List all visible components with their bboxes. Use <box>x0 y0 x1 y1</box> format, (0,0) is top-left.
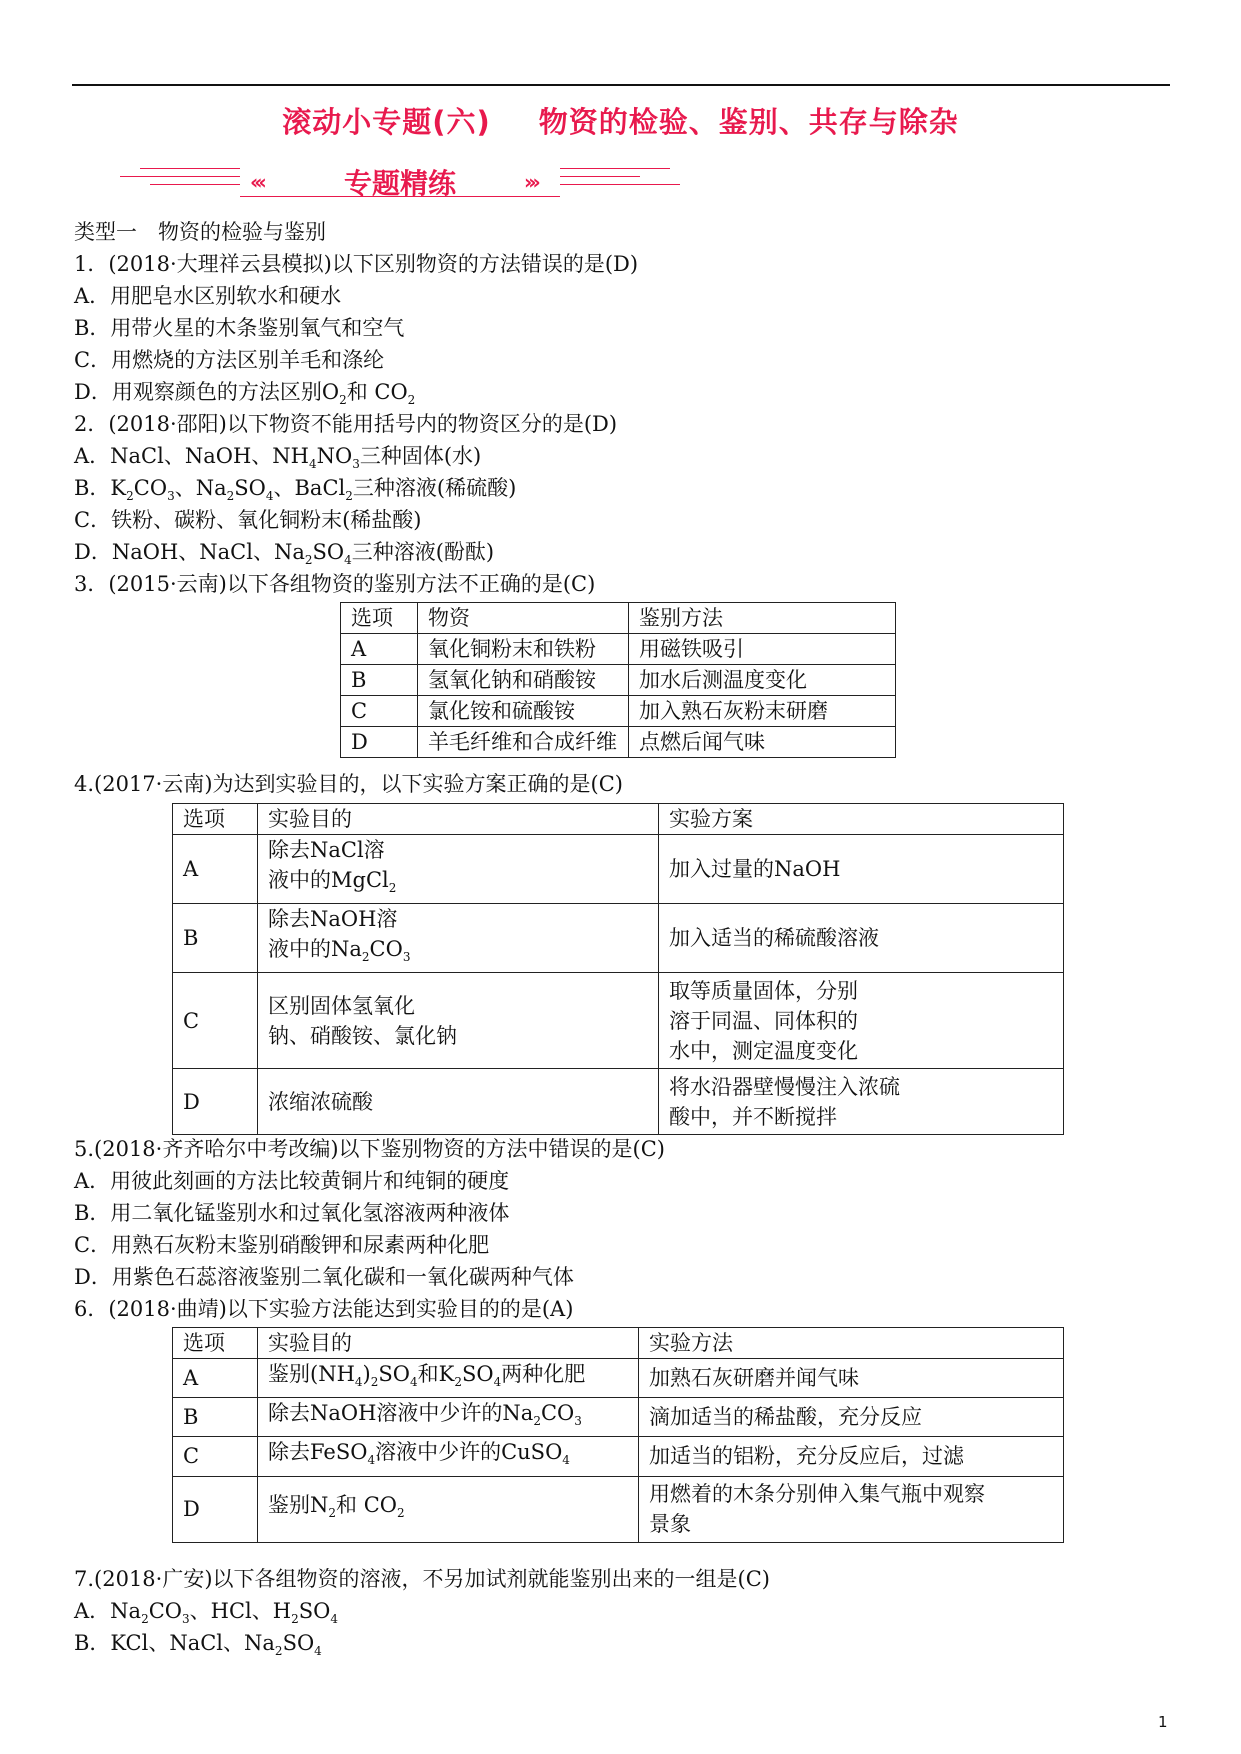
table-row: 选项 实验目的 实验方案 <box>173 804 1064 835</box>
table-row: B 氢氧化钠和硝酸铵 加水后测温度变化 <box>341 665 896 696</box>
table-row: C 区别固体氢氧化 钠、硝酸铵、氯化钠 取等质量固体，分别 溶于同温、同体积的 水中，测定温度变化 <box>173 973 1064 1069</box>
q7-stem: 7.(2018·广安)以下各组物资的溶液，不另加试剂就能鉴别出来的一组是(C) <box>74 1567 770 1591</box>
section-banner <box>120 160 680 204</box>
table-row: D 羊毛纤维和合成纤维 点燃后闻气味 <box>341 727 896 758</box>
q2-option-a: A．NaCl、NaOH、$NH_4NO_3$三种固体(水) <box>74 444 482 472</box>
table-row: D 浓缩浓硫酸 将水沿器壁慢慢注入浓硫 酸中，并不断搅拌 <box>173 1069 1064 1135</box>
top-rule <box>72 84 1170 86</box>
table-row: A 鉴别$(NH_4)_2SO_4$和$K_2SO_4$两种化肥 加熟石灰研磨并闻气味 <box>173 1359 1064 1398</box>
q1-option-d: D．用观察颜色的方法区别$O_2$和 $CO_2$ <box>74 380 416 408</box>
q1-option-c: C．用燃烧的方法区别羊毛和涤纶 <box>74 348 385 372</box>
table-row: B 除去NaOH溶液中少许的$Na_2CO_3$ 滴加适当的稀盐酸，充分反应 <box>173 1398 1064 1437</box>
q2-option-c: C．铁粉、碳粉、氧化铜粉末(稀盐酸) <box>74 508 422 532</box>
left-arrows-icon: ‹‹‹ <box>250 170 263 194</box>
page-number: 1 <box>1158 1713 1168 1731</box>
q2-option-b: B．$K_2CO_3$、$Na_2SO_4$、BaCl$_2$三种溶液(稀硫酸) <box>74 476 517 504</box>
right-arrows-icon: ››› <box>524 170 537 194</box>
title-part-1: 滚动小专题(六) <box>282 105 491 139</box>
q5-option-d: D．用紫色石蕊溶液鉴别二氧化碳和一氧化碳两种气体 <box>74 1265 574 1289</box>
q6-stem: 6．(2018·曲靖)以下实验方法能达到实验目的的是(A) <box>74 1297 574 1321</box>
q1-option-a: A．用肥皂水区别软水和硬水 <box>74 284 342 308</box>
banner-label: 专题精练 <box>343 167 456 200</box>
table-row: 选项 物资 鉴别方法 <box>341 603 896 634</box>
table-row: 选项 实验目的 实验方法 <box>173 1328 1064 1359</box>
q5-option-b: B．用二氧化锰鉴别水和过氧化氢溶液两种液体 <box>74 1201 510 1225</box>
page-title <box>0 100 1241 141</box>
q7-option-b: B．KCl、NaCl、$Na_2SO_4$ <box>74 1631 322 1659</box>
title-part-2: 物资的检验、鉴别、共存与除杂 <box>538 105 959 139</box>
table-row: A 氧化铜粉末和铁粉 用磁铁吸引 <box>341 634 896 665</box>
q2-option-d: D．NaOH、NaCl、$Na_2SO_4$三种溶液(酚酞) <box>74 540 495 568</box>
table-row: C 氯化铵和硫酸铵 加入熟石灰粉末研磨 <box>341 696 896 727</box>
section-heading: 类型一 物资的检验与鉴别 <box>74 220 326 244</box>
table-row: D 鉴别$N_2$和 $CO_2$ 用燃着的木条分别伸入集气瓶中观察 景象 <box>173 1476 1064 1542</box>
q3-stem: 3．(2015·云南)以下各组物资的鉴别方法不正确的是(C) <box>74 572 596 596</box>
q6-table <box>172 1327 1064 1543</box>
table-row: C 除去FeSO$_4$溶液中少许的CuSO$_4$ 加适当的铝粉，充分反应后，过滤 <box>173 1437 1064 1476</box>
table-row: B 除去NaOH溶 液中的$Na_2CO_3$ 加入适当的稀硫酸溶液 <box>173 904 1064 973</box>
q7-option-a: A．$Na_2CO_3$、HCl、$H_2SO_4$ <box>74 1599 338 1627</box>
q4-stem: 4.(2017·云南)为达到实验目的，以下实验方案正确的是(C) <box>74 772 623 796</box>
q1-stem: 1．(2018·大理祥云县模拟)以下区别物资的方法错误的是(D) <box>74 252 639 276</box>
q1-option-b: B．用带火星的木条鉴别氧气和空气 <box>74 316 405 340</box>
q3-table <box>340 602 896 758</box>
q5-option-c: C．用熟石灰粉末鉴别硝酸钾和尿素两种化肥 <box>74 1233 490 1257</box>
q5-option-a: A．用彼此刻画的方法比较黄铜片和纯铜的硬度 <box>74 1169 510 1193</box>
table-row: A 除去NaCl溶 液中的MgCl$_2$ 加入过量的NaOH <box>173 835 1064 904</box>
q4-table <box>172 803 1064 1135</box>
q2-stem: 2．(2018·邵阳)以下物资不能用括号内的物资区分的是(D) <box>74 412 618 436</box>
q5-stem: 5.(2018·齐齐哈尔中考改编)以下鉴别物资的方法中错误的是(C) <box>74 1137 665 1161</box>
